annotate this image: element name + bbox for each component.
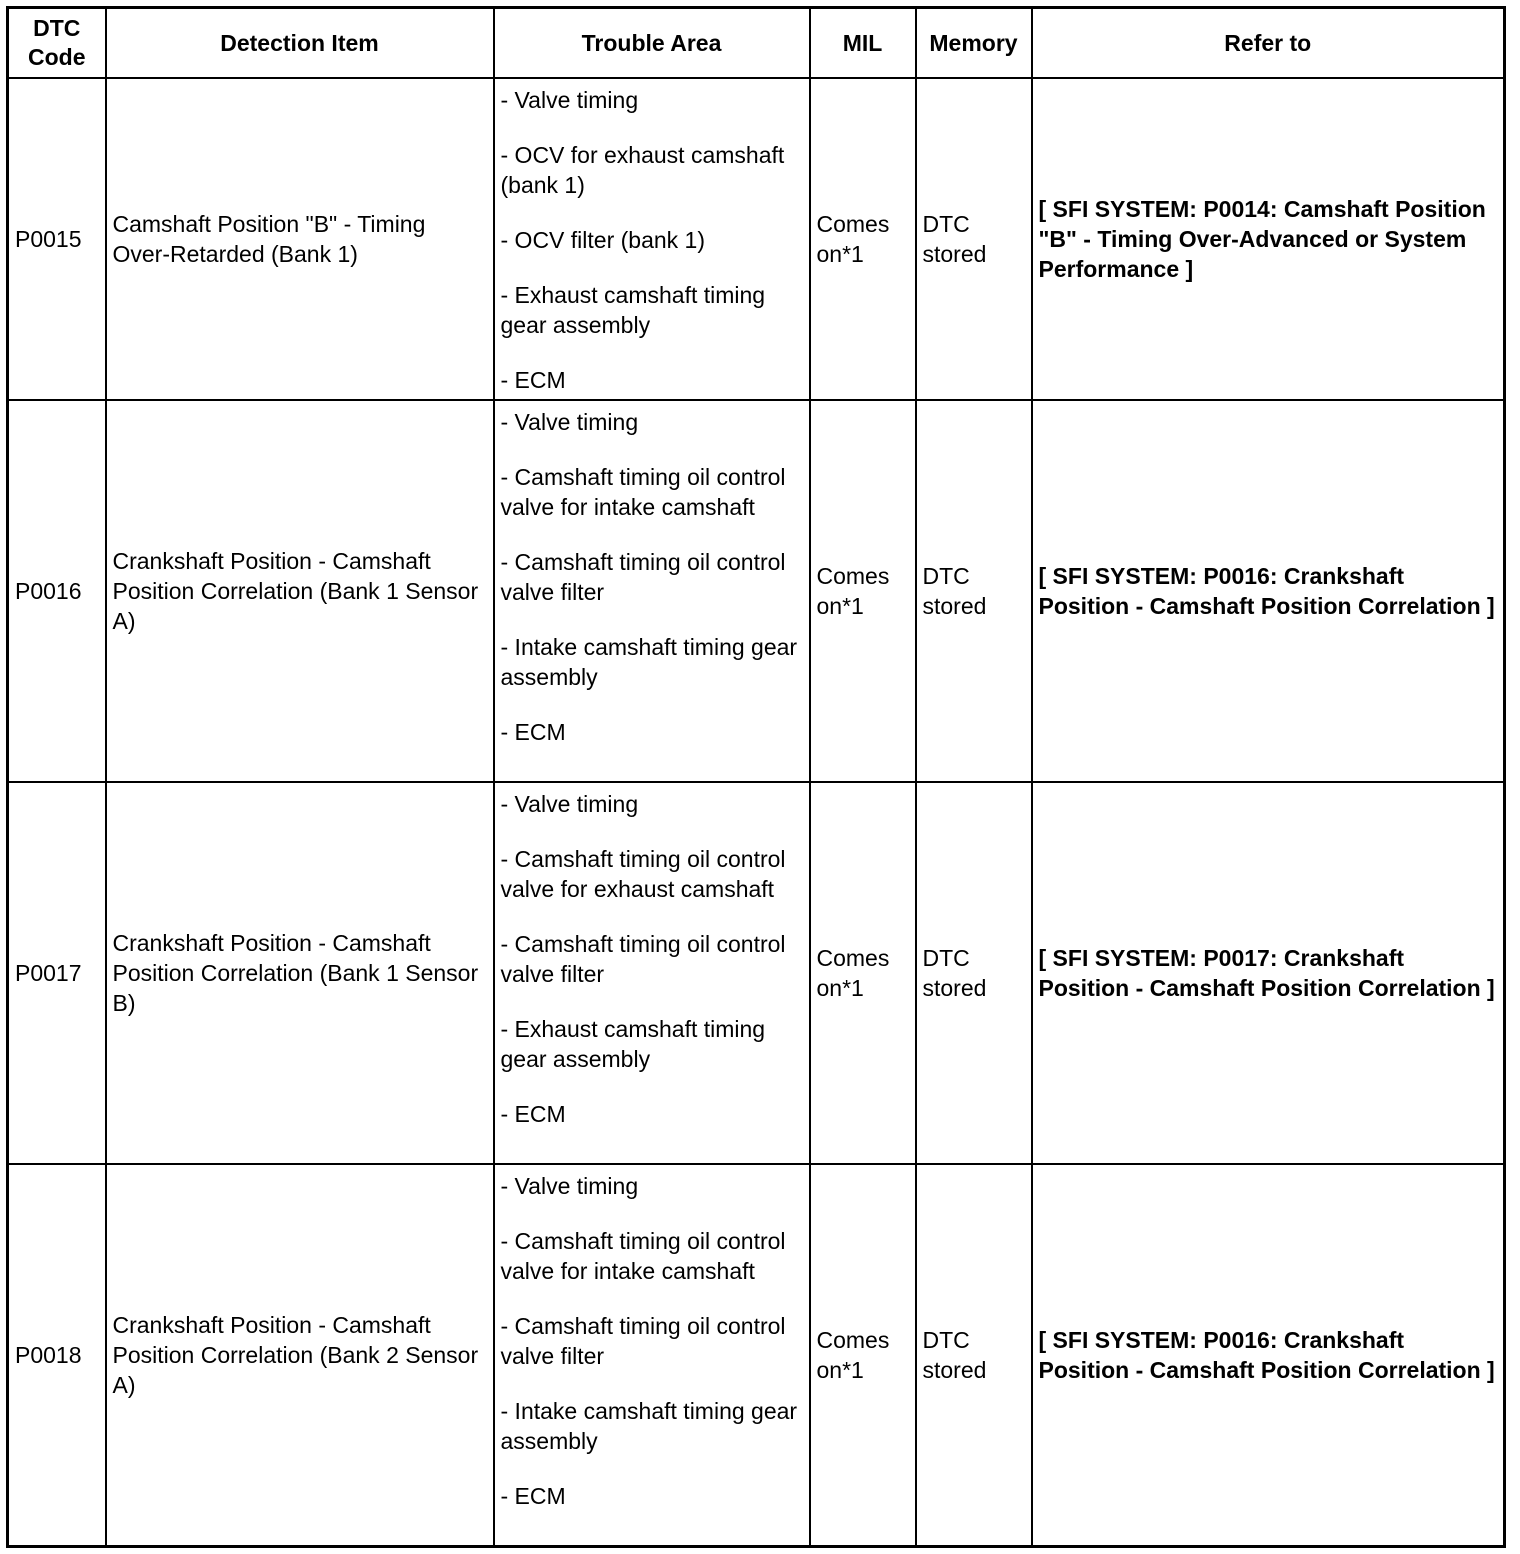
header-trouble-area: Trouble Area — [494, 8, 810, 79]
trouble-area-item: - Camshaft timing oil control valve filter — [500, 931, 786, 987]
memory-cell: DTC stored — [916, 1164, 1032, 1546]
header-memory: Memory — [916, 8, 1032, 79]
trouble-area-item: - ECM — [500, 1101, 566, 1127]
trouble-area-item: - Intake camshaft timing gear assembly — [500, 1398, 798, 1454]
trouble-area-cell — [494, 400, 810, 782]
dtc-table — [6, 6, 1506, 1548]
dtc-code-cell: P0017 — [8, 782, 106, 1164]
trouble-area-item: - Camshaft timing oil control valve filter — [500, 1313, 786, 1369]
trouble-area-item: - Exhaust camshaft timing gear assembly — [500, 1016, 766, 1072]
trouble-area-item: - Valve timing — [500, 409, 639, 435]
trouble-area-cell — [494, 782, 810, 1164]
detection-item-cell: Crankshaft Position - Camshaft Position Correlation (Bank 1 Sensor A) — [106, 400, 494, 782]
header-dtc-code: DTC Code — [8, 8, 106, 79]
detection-item-cell: Crankshaft Position - Camshaft Position Correlation (Bank 1 Sensor B) — [106, 782, 494, 1164]
table-row — [8, 1164, 1505, 1546]
header-mil: MIL — [810, 8, 916, 79]
trouble-area-item: - ECM — [500, 367, 566, 393]
table-row — [8, 782, 1505, 1164]
header-detection-item: Detection Item — [106, 8, 494, 79]
mil-cell: Comes on*1 — [810, 400, 916, 782]
trouble-area-item: - Camshaft timing oil control valve filter — [500, 549, 786, 605]
trouble-area-cell — [494, 78, 810, 400]
table-row — [8, 400, 1505, 782]
refer-to-cell: [ SFI SYSTEM: P0014: Camshaft Position "B" - Timing Over-Advanced or System Performance ] — [1032, 78, 1505, 400]
refer-to-cell: [ SFI SYSTEM: P0016: Crankshaft Position - Camshaft Position Correlation ] — [1032, 1164, 1505, 1546]
trouble-area-item: - Valve timing — [500, 1173, 639, 1199]
trouble-area-item: - ECM — [500, 1483, 566, 1509]
detection-item-cell: Crankshaft Position - Camshaft Position Correlation (Bank 2 Sensor A) — [106, 1164, 494, 1546]
trouble-area-item: - Exhaust camshaft timing gear assembly — [500, 282, 766, 338]
trouble-area-item: - ECM — [500, 719, 566, 745]
trouble-area-item: - Camshaft timing oil control valve for intake camshaft — [500, 1228, 786, 1284]
detection-item-cell: Camshaft Position "B" - Timing Over-Retarded (Bank 1) — [106, 78, 494, 400]
memory-cell: DTC stored — [916, 400, 1032, 782]
table-row — [8, 78, 1505, 400]
dtc-code-cell: P0015 — [8, 78, 106, 400]
trouble-area-item: - Valve timing — [500, 87, 639, 113]
memory-cell: DTC stored — [916, 78, 1032, 400]
trouble-area-item: - OCV filter (bank 1) — [500, 227, 705, 253]
trouble-area-item: - Camshaft timing oil control valve for intake camshaft — [500, 464, 786, 520]
header-row — [8, 8, 1505, 79]
memory-cell: DTC stored — [916, 782, 1032, 1164]
header-refer-to: Refer to — [1032, 8, 1505, 79]
refer-to-cell: [ SFI SYSTEM: P0016: Crankshaft Position - Camshaft Position Correlation ] — [1032, 400, 1505, 782]
refer-to-cell: [ SFI SYSTEM: P0017: Crankshaft Position - Camshaft Position Correlation ] — [1032, 782, 1505, 1164]
mil-cell: Comes on*1 — [810, 78, 916, 400]
mil-cell: Comes on*1 — [810, 1164, 916, 1546]
dtc-code-cell: P0016 — [8, 400, 106, 782]
dtc-code-cell: P0018 — [8, 1164, 106, 1546]
trouble-area-item: - Intake camshaft timing gear assembly — [500, 634, 798, 690]
trouble-area-item: - OCV for exhaust camshaft (bank 1) — [500, 142, 785, 198]
mil-cell: Comes on*1 — [810, 782, 916, 1164]
trouble-area-item: - Camshaft timing oil control valve for exhaust camshaft — [500, 846, 786, 902]
trouble-area-item: - Valve timing — [500, 791, 639, 817]
trouble-area-cell — [494, 1164, 810, 1546]
